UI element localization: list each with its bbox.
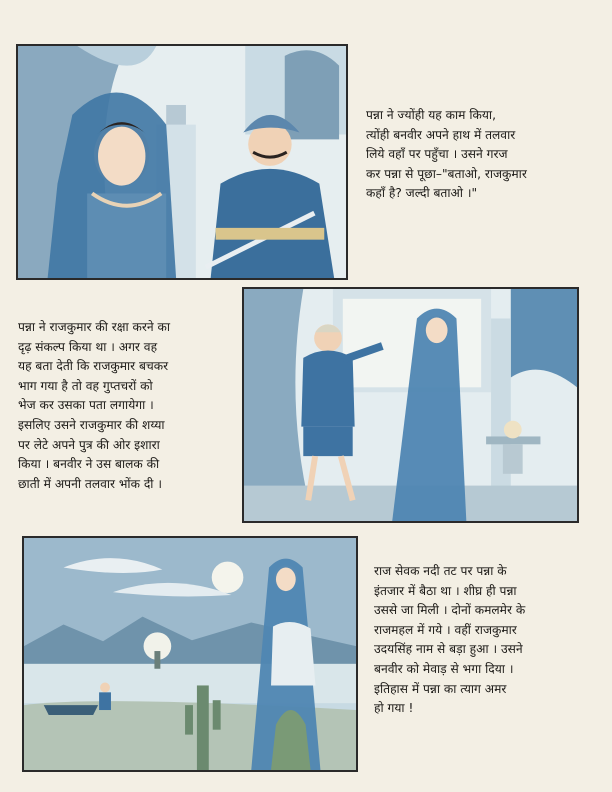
caption-panel-1 <box>366 106 594 204</box>
caption-panel-3 <box>374 562 592 719</box>
caption-line: पन्ना ने ज्योंही यह काम किया, <box>366 108 496 122</box>
caption-line: इतिहास में पन्ना का त्याग अमर <box>374 681 507 696</box>
caption-line: राजमहल में गये । वहीं राजकुमार <box>374 622 517 637</box>
caption-line: इसलिए उसने राजकुमार की शय्या <box>18 417 165 432</box>
caption-line: किया । बनवीर ने उस बालक की <box>18 457 160 472</box>
caption-line: भाग गया है तो वह गुप्तचरों को <box>18 378 153 393</box>
caption-line: भेज कर उसका पता लगायेगा । <box>18 398 154 413</box>
caption-line: उससे जा मिली । दोनों कमलमेर के <box>374 603 526 618</box>
caption-line: पन्ना ने राजकुमार की रक्षा करने का <box>18 320 171 334</box>
caption-line: यह बता देती कि राजकुमार बचकर <box>18 359 169 374</box>
caption-line: हो गया ! <box>374 701 414 716</box>
caption-line: राज सेवक नदी तट पर पन्ना के <box>374 564 507 578</box>
illustration-banvir-entering-chamber <box>242 287 579 523</box>
caption-panel-2 <box>18 318 230 494</box>
illustration-panna-and-banvir-with-sword <box>16 44 348 280</box>
caption-line: इंतजार में बैठा था । शीघ्र ही पन्ना <box>374 583 517 598</box>
caption-line: त्योंही बनवीर अपने हाथ में तलवार <box>366 127 516 142</box>
caption-line: उदयसिंह नाम से बड़ा हुआ । उसने <box>374 642 523 657</box>
illustration-moonlit-riverbank <box>22 536 358 772</box>
caption-line: छाती में अपनी तलवार भोंक दी । <box>18 476 162 491</box>
caption-line: पर लेटे अपने पुत्र की ओर इशारा <box>18 437 160 452</box>
caption-line: दृढ़ संकल्प किया था । अगर वह <box>18 339 158 354</box>
caption-line: बनवीर को मेवाड़ से भगा दिया । <box>374 661 514 676</box>
caption-line: कर पन्ना से पूछा–"बताओ, राजकुमार <box>366 166 527 181</box>
caption-line: कहाँ है? जल्दी बताओ ।" <box>366 186 478 201</box>
caption-line: लिये वहाँ पर पहुँचा । उसने गरज <box>366 147 508 162</box>
